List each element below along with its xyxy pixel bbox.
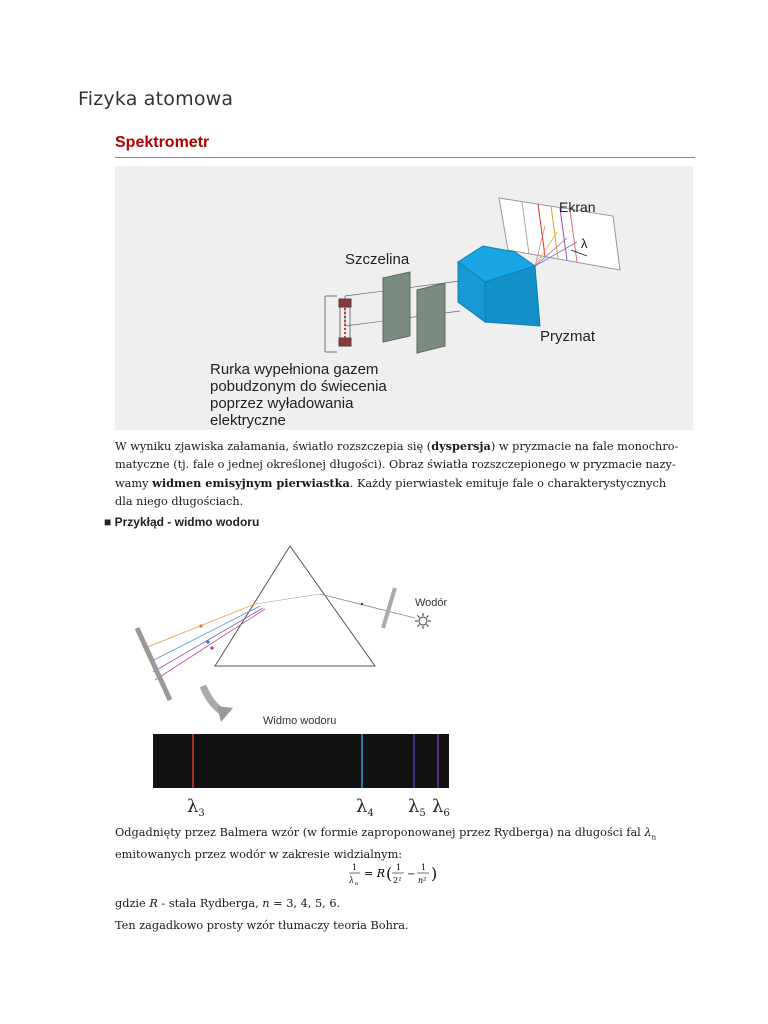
svg-text:= R: = R xyxy=(364,867,385,880)
paragraph-line-1: W wyniku zjawiska załamania, światło rozszczepia się (dyspersja) w pryzmacie na fale monochro- xyxy=(115,439,679,453)
spectrum-title: Widmo wodoru xyxy=(263,715,337,727)
svg-text:2²: 2² xyxy=(393,876,402,885)
sun-icon xyxy=(415,613,431,629)
svg-text:1: 1 xyxy=(352,863,358,872)
paragraph-balmer xyxy=(115,824,695,864)
rydberg-formula xyxy=(346,860,446,893)
tube-label-line1: Rurka wypełniona gazem xyxy=(210,361,379,378)
example-heading: ■ Przykłąd - widmo wodoru xyxy=(104,515,260,529)
hydrogen-spectrum-figure xyxy=(115,536,465,816)
paragraph-rydberg-constant: gdzie R - stała Rydberga, n = 3, 4, 5, 6. xyxy=(115,897,341,910)
spectral-label-4: $\lambda_4$ xyxy=(356,796,374,816)
svg-text:): ) xyxy=(431,864,438,883)
tube-label-line4: elektryczne xyxy=(210,412,286,429)
paragraph-dispersion xyxy=(115,437,695,511)
svg-text:1: 1 xyxy=(396,863,402,872)
source-label: Wodór xyxy=(415,597,448,609)
paragraph-line-1: Odgadnięty przez Balmera wzór (w formie zaproponowanej przez Rydberga) na długości fal $\lambda_n$ xyxy=(115,826,657,842)
spectral-label-5: $\lambda_5$ xyxy=(408,796,426,816)
lambda-label: λ xyxy=(581,236,588,251)
gas-tube xyxy=(325,296,351,352)
section-divider xyxy=(115,157,695,158)
paragraph-line-2: emitowanych przez wodór w zakresie widzialnym: xyxy=(115,848,403,862)
term-emission-spectrum: widmen emisyjnym pierwiastka xyxy=(152,476,350,490)
term-dispersion: dyspersja xyxy=(431,439,491,453)
slit-label: Szczelina xyxy=(345,251,410,268)
slit-bar xyxy=(383,588,395,628)
page-title: Fizyka atomowa xyxy=(78,88,234,110)
spectral-label-6: $\lambda_6$ xyxy=(432,796,450,816)
tube-label-line3: poprzez wyładowania xyxy=(210,395,354,412)
tube-label-line2: pobudzonym do świecenia xyxy=(210,378,387,395)
spectrometer-diagram xyxy=(115,166,693,430)
paragraph-line-3: wamy widmen emisyjnym pierwiastka. Każdy pierwiastek emituje fale o charakterystycznych xyxy=(115,476,667,490)
svg-text:n: n xyxy=(355,881,359,887)
svg-text:n²: n² xyxy=(418,876,427,885)
section-title: Spektrometr xyxy=(115,134,210,151)
paragraph-line-2: matyczne (tj. fale o jednej określonej długości). Obraz światła rozszczepionego w pryzmacie nazy- xyxy=(115,458,676,471)
slit-plate-2 xyxy=(417,283,445,353)
screen-label: Ekran xyxy=(559,199,596,215)
spectral-label-3: $\lambda_3$ xyxy=(187,796,205,816)
svg-text:1: 1 xyxy=(421,863,427,872)
paragraph-line-4: dla niego długościach. xyxy=(115,495,244,508)
svg-text:λ: λ xyxy=(349,876,355,885)
slit-plate-1 xyxy=(383,272,410,342)
paragraph-bohr: Ten zagadkowo prosty wzór tłumaczy teoria Bohra. xyxy=(115,919,409,932)
svg-text:−: − xyxy=(407,869,416,880)
svg-text:(: ( xyxy=(386,864,393,883)
prism-triangle xyxy=(215,546,375,666)
prism-label: Pryzmat xyxy=(540,328,596,345)
detector-plate xyxy=(137,628,170,700)
spectrum-band xyxy=(153,734,449,788)
